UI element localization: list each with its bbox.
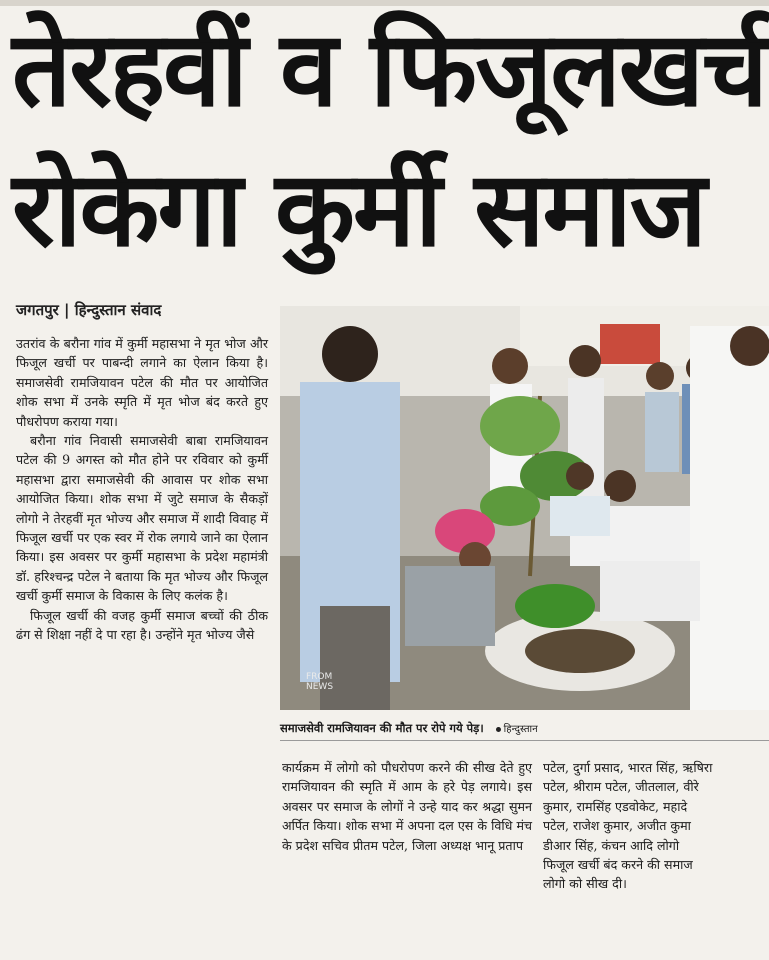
article-line: पटेल, राजेश कुमार, अजीत कुमा <box>543 818 691 834</box>
article-line: पटेल, श्रीराम पटेल, जीतलाल, वीरे <box>543 779 699 795</box>
photo-caption <box>280 718 769 741</box>
article-paragraph: उतरांव के बरौना गांव में कुर्मी महासभा ने मृत भोज और फिजूल खर्ची पर पाबन्दी लगाने का ऐलान किया है। समाजसेवी रामजियावन पटेल की मौत पर आयोजित शोक सभा में उनके स्मृति में मृत भोज बंद करते हुए पौधरोपण कराया गया। <box>16 336 268 429</box>
credit-bullet-icon <box>496 727 501 732</box>
news-photo <box>280 306 769 710</box>
article-paragraph: बरौना गांव निवासी समाजसेवी बाबा रामजियावन पटेल की 9 अगस्त को मौत होने पर रविवार को कुर्मी महासभा द्वारा समाजसेवी की आवास पर शोक सभा आयोजित किया। शोक सभा में जुटे समाज के सैकड़ों लोगो ने तेरहवीं मृत भोज्य और समाज में शादी विवाह में फिजूल खर्ची पर एक स्वर में रोक लगाये जाने का ऐलान किया। इस अवसर पर कुर्मी महासभा के प्रदेश महामंत्री डॉ. हरिश्चन्द्र पटेल ने बताया कि मृत भोज्य और फिजूल खर्ची कुर्मी समाज के विकास के लिए कलंक है। <box>16 433 268 604</box>
headline-line-1: तेरहवीं व फिजूलखर्च <box>12 8 766 130</box>
article-column-3 <box>543 758 769 894</box>
article-line: पटेल, दुर्गा प्रसाद, भारत सिंह, ऋषिरा <box>543 760 713 775</box>
photo-watermark: FROM NEWS <box>306 672 334 692</box>
caption-text: समाजसेवी रामजियावन की मौत पर रोपे गये पेड़। <box>280 721 484 735</box>
photo-credit <box>496 724 538 735</box>
article-line: डीआर सिंह, कंचन आदि लोगो <box>543 837 680 853</box>
article-line: फिजूल खर्ची बंद करने की समाज <box>543 857 693 873</box>
tree-planting-photo <box>280 306 769 710</box>
byline: जगतपुर | हिन्दुस्तान संवाद <box>16 301 162 319</box>
article-line: लोगो को सीख दी। <box>543 876 627 892</box>
article-line: कुमार, रामसिंह एडवोकेट, महादे <box>543 798 688 814</box>
article-column-2 <box>282 758 532 855</box>
article-paragraph: कार्यक्रम में लोगो को पौधरोपण करने की सीख देते हुए रामजियावन की स्मृति में आम के हरे पेड़ लगाये। इस अवसर पर समाज के लोगों ने उन्हे याद कर श्रद्धा सुमन अर्पित किया। शोक सभा में अपना दल एस के विधि मंच के प्रदेश सचिव प्रीतम पटेल, जिला अध्यक्ष भानू प्रताप <box>282 760 532 853</box>
photo-credit-text: हिन्दुस्तान <box>503 724 538 735</box>
page-top-edge <box>0 0 769 6</box>
article-paragraph: फिजूल खर्ची की वजह कुर्मी समाज बच्चों की ठीक ढंग से शिक्षा नहीं दे पा रहा है। उन्होंने मृत भोज्य जैसे <box>16 607 268 643</box>
article-column-1 <box>16 334 268 645</box>
headline-line-2: रोकेगा कुर्मी समाज <box>12 148 705 270</box>
